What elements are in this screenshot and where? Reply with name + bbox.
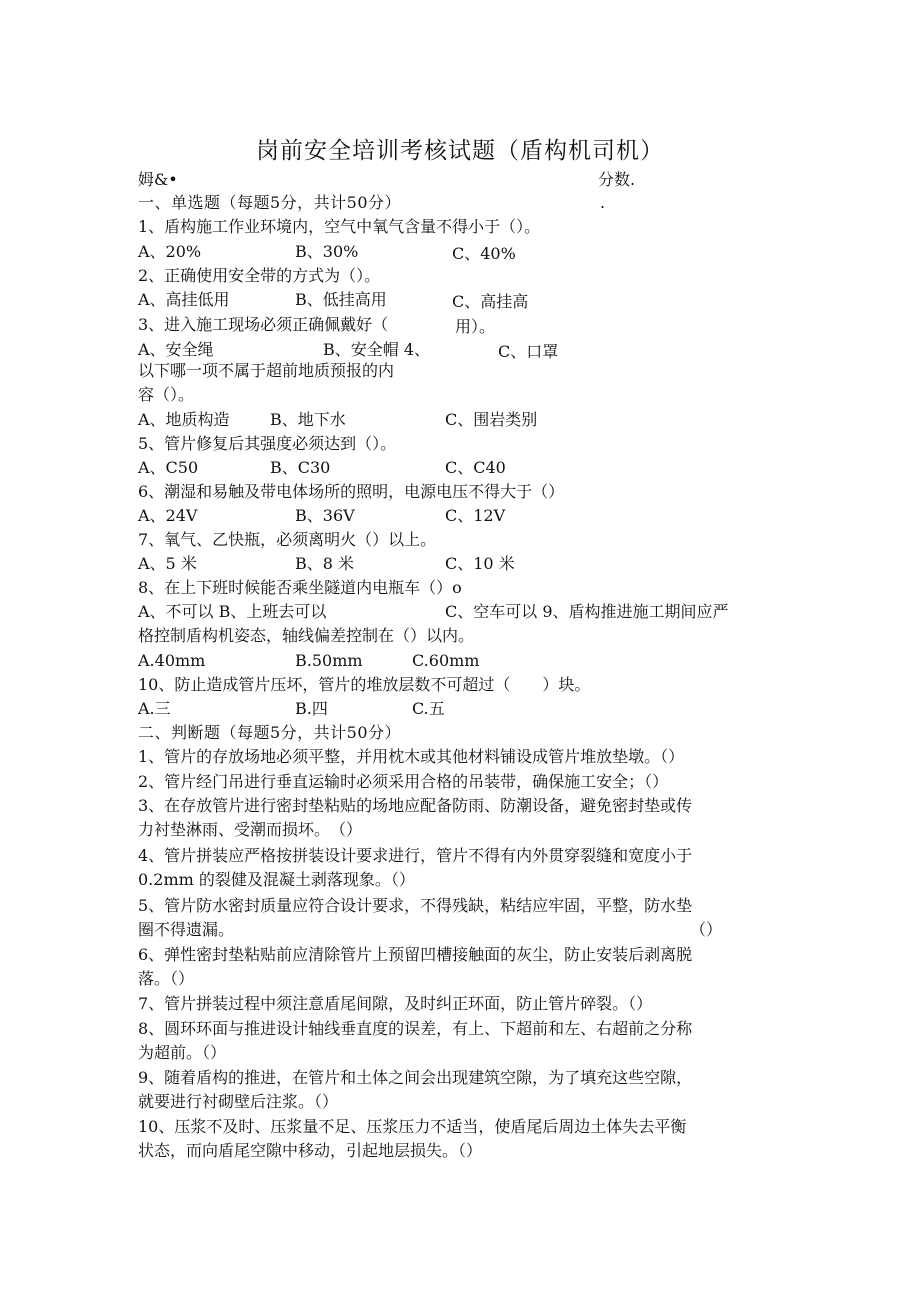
tf-question-3-line2: 力衬垫淋雨、受潮而损坏。 （） xyxy=(138,820,363,839)
stray-dot: . xyxy=(600,193,606,212)
question-7: 7、氧气、乙快瓶，必须离明火（）以上。 xyxy=(138,530,437,549)
q4-option-b: B、地下水 xyxy=(270,410,346,429)
question-6: 6、潮湿和易触及带电体场所的照明，电源电压不得大于（） xyxy=(138,482,565,501)
q6-option-c: C、12V xyxy=(445,506,506,525)
q8-option-c-question-9: C、空车可以 9、盾构推进施工期间应严 xyxy=(445,602,729,621)
q1-option-a: A、20% xyxy=(138,242,202,261)
name-label: 姆&• xyxy=(138,170,178,189)
question-3: 3、进入施工现场必须正确佩戴好（ xyxy=(138,315,389,334)
tf-question-4-line2: 0.2mm 的裂健及混凝土剥落现象。（） xyxy=(138,870,415,889)
q9-option-b: B.50mm xyxy=(295,651,363,670)
q7-option-b: B、8 米 xyxy=(295,554,355,573)
score-label: 分数. xyxy=(598,170,636,189)
q10-option-a: A.三 xyxy=(138,699,171,718)
q4-option-a: A、地质构造 xyxy=(138,410,230,429)
q3-option-c: C、口罩 xyxy=(498,342,559,361)
tf-question-9-line1: 9、随着盾构的推进，在管片和土体之间会出现建筑空隙，为了填充这些空隙， xyxy=(138,1068,693,1087)
q8-options-ab: A、不可以 B、上班去可以 xyxy=(138,602,327,621)
tf-question-7: 7、管片拼装过程中须注意盾尾间隙，及时纠正环面，防止管片碎裂。（） xyxy=(138,994,653,1013)
q6-option-a: A、24V xyxy=(138,506,198,525)
question-4-line2: 容（）。 xyxy=(138,385,195,404)
question-1: 1、盾构施工作业环境内，空气中氧气含量不得小于（）。 xyxy=(138,217,541,236)
q1-option-b: B、30% xyxy=(295,242,359,261)
tf-question-8-line1: 8、圆环环面与推进设计轴线垂直度的误差，有上、下超前和左、右超前之分称 xyxy=(138,1019,693,1038)
q10-option-c: C.五 xyxy=(412,699,445,718)
q7-option-a: A、5 米 xyxy=(138,554,197,573)
q9-option-a: A.40mm xyxy=(138,651,206,670)
section-heading-true-false: 二、判断题（每题5分，共计50分） xyxy=(138,723,402,742)
q6-option-b: B、36V xyxy=(295,506,355,525)
q3-option-a: A、安全绳 xyxy=(138,340,214,359)
tf-question-6-line1: 6、弹性密封垫粘贴前应清除管片上预留凹槽接触面的灰尘，防止安装后剥离脱 xyxy=(138,945,693,964)
question-2: 2、正确使用安全带的方式为（）。 xyxy=(138,266,381,285)
tf-question-10-line1: 10、压浆不及时、压浆量不足、压浆压力不适当，使盾尾后周边土体失去平衡 xyxy=(138,1117,687,1136)
question-9-line2: 格控制盾构机姿态，轴线偏差控制在（）以内。 xyxy=(138,626,475,645)
tf-question-5-line1: 5、管片防水密封质量应符合设计要求，不得残缺，粘结应牢固，平整，防水垫 xyxy=(138,896,693,915)
q2-option-a: A、高挂低用 xyxy=(138,290,230,309)
question-10: 10、防止造成管片压坏，管片的堆放层数不可超过（ ）块。 xyxy=(138,675,591,694)
tf-question-2: 2、管片经门吊进行垂直运输时必须采用合格的吊装带，确保施工安全；（） xyxy=(138,772,669,791)
tf-question-6-line2: 落。（） xyxy=(138,969,195,988)
q10-option-b: B.四 xyxy=(295,699,328,718)
question-5: 5、管片修复后其强度必须达到（）。 xyxy=(138,434,397,453)
tf-question-5-line2: 圈不得遗漏。 xyxy=(138,920,235,939)
section-heading-single-choice: 一、单选题（每题5分，共计50分） xyxy=(138,193,402,212)
q4-option-c: C、围岩类别 xyxy=(445,410,538,429)
q1-option-c: C、40% xyxy=(452,244,516,263)
q2-option-b: B、低挂高用 xyxy=(295,290,387,309)
question-8: 8、在上下班时候能否乘坐隧道内电瓶车（）o xyxy=(138,578,462,597)
tf-question-9-line2: 就要进行衬砌壁后注浆。（） xyxy=(138,1092,339,1111)
q5-option-c: C、C40 xyxy=(445,458,506,477)
q3-option-b: B、安全帽 4、 xyxy=(323,340,431,359)
tf-question-5-answer-paren: （） xyxy=(690,920,723,939)
question-3-tail: 用）。 xyxy=(455,317,496,336)
tf-question-1: 1、管片的存放场地必须平整，并用枕木或其他材料铺设成管片堆放垫墩。（） xyxy=(138,747,685,766)
tf-question-10-line2: 状态，而向盾尾空隙中移动，引起地层损失。（） xyxy=(138,1141,483,1160)
q9-option-c: C.60mm xyxy=(412,651,480,670)
page-title: 岗前安全培训考核试题（盾构机司机） xyxy=(256,138,664,164)
tf-question-3-line1: 3、在存放管片进行密封垫粘贴的场地应配备防雨、防潮设备，避免密封垫或传 xyxy=(138,796,693,815)
q5-option-a: A、C50 xyxy=(138,458,199,477)
q2-option-c: C、高挂高 xyxy=(452,292,529,311)
question-4-line1: 以下哪一项不属于超前地质预报的内 xyxy=(138,361,395,380)
tf-question-4-line1: 4、管片拼装应严格按拼装设计要求进行，管片不得有内外贯穿裂缝和宽度小于 xyxy=(138,846,693,865)
q5-option-b: B、C30 xyxy=(270,458,331,477)
tf-question-8-line2: 为超前。（） xyxy=(138,1043,227,1062)
q7-option-c: C、10 米 xyxy=(445,554,515,573)
